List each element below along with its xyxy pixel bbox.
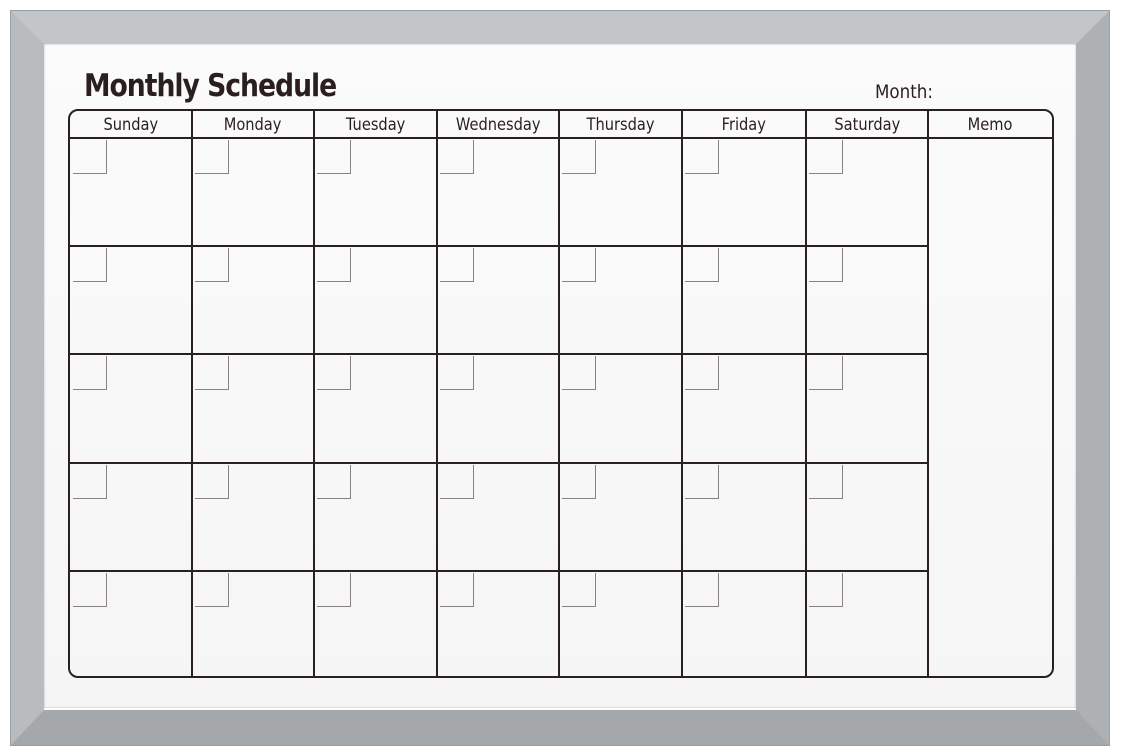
day-cell[interactable] [438,355,558,462]
day-cell[interactable] [438,572,558,678]
date-number-box[interactable] [73,356,107,390]
date-number-box[interactable] [809,465,843,499]
date-number-box[interactable] [195,465,229,499]
date-number-box[interactable] [195,356,229,390]
day-cell[interactable] [315,355,436,462]
day-cell[interactable] [315,464,436,570]
date-number-box[interactable] [317,465,351,499]
memo-header: Memo [967,115,1013,135]
date-number-box[interactable] [562,573,596,607]
date-number-box[interactable] [809,140,843,174]
memo-area[interactable] [929,139,1053,678]
day-cell[interactable] [193,139,313,245]
date-number-box[interactable] [73,248,107,282]
day-cell[interactable] [193,572,313,678]
date-number-box[interactable] [195,140,229,174]
date-number-box[interactable] [440,140,474,174]
date-number-box[interactable] [317,248,351,282]
date-number-box[interactable] [562,248,596,282]
date-number-box[interactable] [685,573,719,607]
day-header-friday: Friday [721,115,767,135]
date-number-box[interactable] [809,248,843,282]
day-header-monday: Monday [224,115,282,135]
day-cell[interactable] [71,572,191,678]
date-number-box[interactable] [195,573,229,607]
day-cell[interactable] [71,139,191,245]
day-cell[interactable] [315,247,436,353]
day-cell[interactable] [438,139,558,245]
date-number-box[interactable] [440,573,474,607]
date-number-box[interactable] [562,356,596,390]
date-number-box[interactable] [73,465,107,499]
day-cell[interactable] [71,247,191,353]
day-cell[interactable] [560,139,681,245]
date-number-box[interactable] [809,356,843,390]
date-number-box[interactable] [685,248,719,282]
day-cell[interactable] [683,572,805,678]
day-cell[interactable] [807,139,927,245]
day-cell[interactable] [193,247,313,353]
date-number-box[interactable] [440,465,474,499]
day-cell[interactable] [315,139,436,245]
day-cell[interactable] [683,355,805,462]
date-number-box[interactable] [440,356,474,390]
date-number-box[interactable] [317,356,351,390]
day-cell[interactable] [71,355,191,462]
calendar-grid [68,109,1054,678]
day-cell[interactable] [560,247,681,353]
date-number-box[interactable] [809,573,843,607]
board-title: Monthly Schedule [84,68,337,104]
date-number-box[interactable] [440,248,474,282]
day-cell[interactable] [560,464,681,570]
date-number-box[interactable] [73,573,107,607]
date-number-box[interactable] [317,573,351,607]
day-cell[interactable] [438,247,558,353]
day-cell[interactable] [807,247,927,353]
date-number-box[interactable] [317,140,351,174]
day-cell[interactable] [315,572,436,678]
month-label: Month: [875,81,934,103]
day-header-thursday: Thursday [586,115,655,135]
day-cell[interactable] [683,247,805,353]
day-header-tuesday: Tuesday [345,115,406,135]
day-cell[interactable] [807,572,927,678]
day-cell[interactable] [193,464,313,570]
day-header-wednesday: Wednesday [455,115,541,135]
date-number-box[interactable] [195,248,229,282]
day-cell[interactable] [71,464,191,570]
day-cell[interactable] [807,464,927,570]
day-cell[interactable] [438,464,558,570]
date-number-box[interactable] [685,465,719,499]
date-number-box[interactable] [562,140,596,174]
date-number-box[interactable] [562,465,596,499]
day-cell[interactable] [193,355,313,462]
day-cell[interactable] [683,464,805,570]
date-number-box[interactable] [685,140,719,174]
day-cell[interactable] [683,139,805,245]
day-cell[interactable] [560,355,681,462]
date-number-box[interactable] [73,140,107,174]
date-number-box[interactable] [685,356,719,390]
day-header-saturday: Saturday [834,115,900,135]
day-header-sunday: Sunday [103,115,159,135]
day-cell[interactable] [807,355,927,462]
day-cell[interactable] [560,572,681,678]
